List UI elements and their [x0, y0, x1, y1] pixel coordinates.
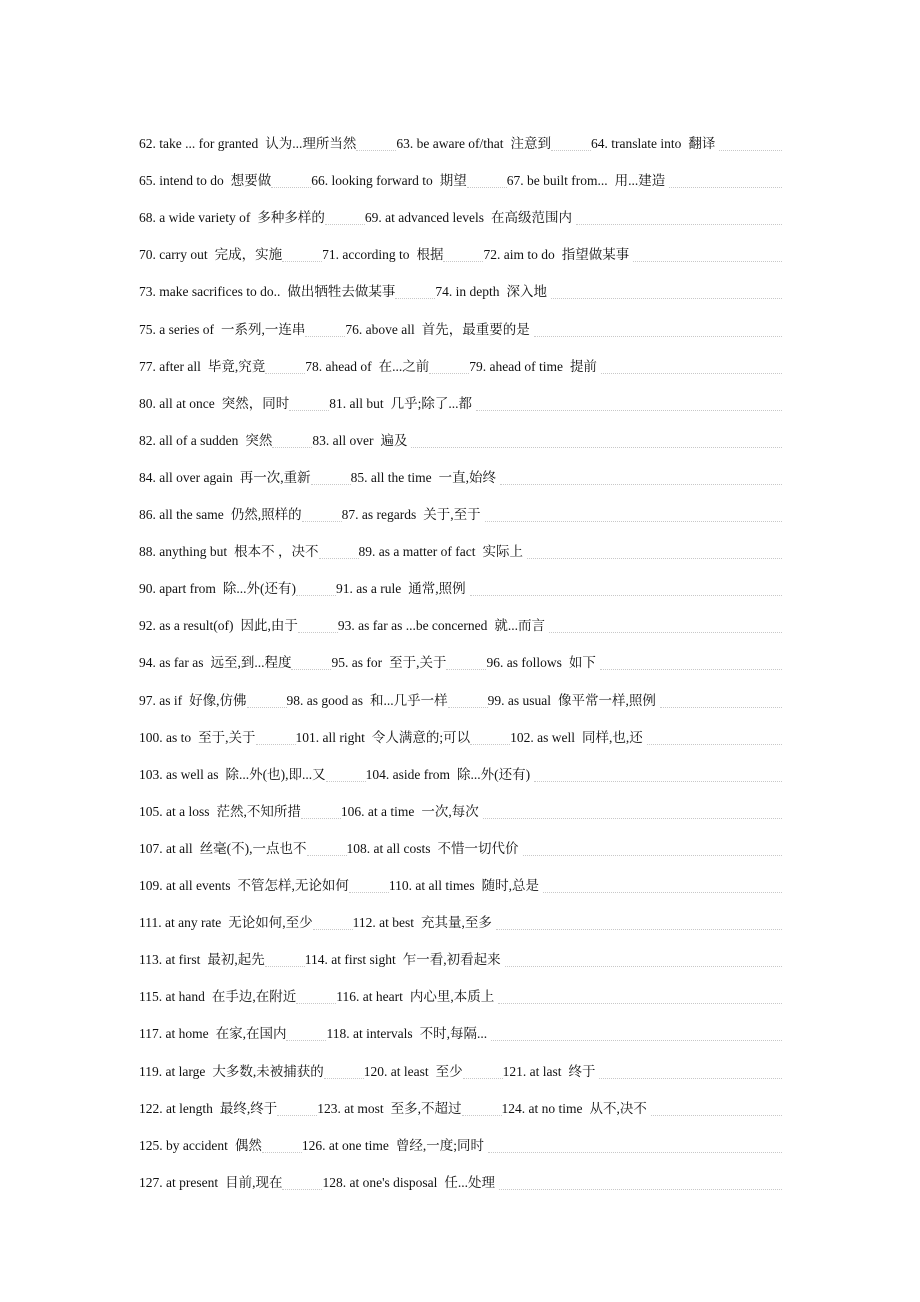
vocab-entry	[139, 1062, 324, 1082]
vocab-line	[139, 200, 782, 228]
phrase-chinese: 随时,总是	[481, 878, 539, 893]
vocab-entry	[365, 208, 572, 228]
phrase-chinese: 至于,关于	[389, 655, 447, 671]
dotted-gap	[282, 261, 322, 262]
phrase-english: 92. as a result(of)	[139, 618, 234, 634]
phrase-chinese: 突然，同时	[221, 395, 290, 411]
phrase-chinese: 任...处理	[444, 1174, 496, 1190]
dotted-leader	[527, 558, 782, 559]
phrase-chinese: 不惜一切代价	[437, 840, 519, 856]
phrase-chinese: 令人满意的;可以	[371, 729, 471, 745]
phrase-english: 72. aim to do	[483, 247, 555, 263]
dotted-leader	[483, 818, 782, 819]
dotted-leader	[534, 336, 782, 337]
vocab-entry	[139, 802, 301, 822]
dotted-leader	[551, 298, 782, 299]
vocab-line	[139, 571, 782, 599]
vocab-entry	[139, 616, 298, 636]
vocab-line	[139, 460, 782, 488]
vocab-entry	[305, 357, 429, 377]
vocab-entry	[353, 913, 492, 933]
phrase-english: 111. at any rate	[139, 915, 222, 931]
dotted-leader	[660, 707, 782, 708]
phrase-english: 123. at most	[317, 1100, 384, 1116]
phrase-english: 88. anything but	[139, 544, 228, 560]
phrase-chinese: 目前,现在	[225, 1174, 283, 1190]
phrase-chinese: 就...而言	[494, 618, 546, 634]
dotted-leader	[496, 929, 782, 930]
phrase-chinese: 大多数,未被捕获的	[212, 1063, 324, 1079]
vocab-entry	[139, 208, 325, 228]
vocab-entry	[469, 357, 597, 377]
dotted-leader	[669, 187, 782, 188]
dotted-leader	[470, 595, 782, 596]
vocab-line	[139, 349, 782, 377]
vocab-line	[139, 831, 782, 859]
dotted-gap	[356, 150, 396, 151]
phrase-english: 120. at least	[363, 1063, 429, 1079]
dotted-gap	[286, 1040, 326, 1041]
phrase-chinese: 完成，实施	[214, 247, 283, 263]
dotted-gap	[326, 781, 366, 782]
phrase-chinese: 因此,由于	[240, 618, 298, 634]
vocab-line	[139, 534, 782, 562]
phrase-chinese: 终于	[568, 1063, 596, 1079]
dotted-gap	[302, 521, 342, 522]
phrase-chinese: 突然	[245, 432, 273, 448]
phrase-english: 107. at all	[139, 840, 193, 856]
dotted-leader	[491, 1040, 782, 1041]
vocab-entry	[139, 1024, 286, 1044]
phrase-english: 66. looking forward to	[311, 173, 433, 189]
phrase-english: 76. above all	[345, 321, 415, 337]
vocab-entry	[287, 691, 448, 711]
phrase-chinese: 曾经,一度;同时	[395, 1137, 484, 1153]
dotted-gap	[324, 1078, 364, 1079]
phrase-chinese: 除...外(还有)	[222, 581, 296, 597]
phrase-chinese: 内心里,本质上	[409, 989, 495, 1005]
vocab-entry	[326, 1024, 487, 1044]
phrase-chinese: 提前	[569, 358, 597, 374]
vocab-line	[139, 645, 782, 673]
dotted-gap	[307, 855, 347, 856]
phrase-chinese: 像平常一样,照例	[558, 692, 656, 708]
dotted-leader	[647, 744, 782, 745]
dotted-leader	[523, 855, 783, 856]
phrase-english: 106. at a time	[340, 803, 415, 819]
vocab-entry	[366, 765, 530, 785]
phrase-english: 84. all over again	[139, 469, 233, 485]
dotted-gap	[462, 1115, 502, 1116]
vocab-line	[139, 497, 782, 525]
phrase-chinese: 翻译	[688, 136, 716, 151]
vocab-entry	[322, 1173, 495, 1193]
phrase-english: 127. at present	[139, 1174, 219, 1190]
vocab-line	[139, 1091, 782, 1119]
vocab-line	[139, 979, 782, 1007]
dotted-leader	[534, 781, 782, 782]
vocab-entry	[139, 171, 271, 191]
vocab-entry	[507, 171, 666, 191]
phrase-english: 114. at first sight	[304, 952, 396, 968]
phrase-chinese: 茫然,不知所措	[216, 803, 301, 819]
phrase-english: 65. intend to do	[139, 173, 224, 189]
vocab-entry	[312, 431, 407, 451]
vocab-entry	[510, 728, 643, 748]
phrase-chinese: 仍然,照样的	[230, 507, 302, 522]
phrase-english: 78. ahead of	[305, 358, 372, 374]
phrase-english: 62. take ... for granted	[139, 136, 259, 151]
vocab-entry	[486, 653, 595, 673]
vocab-line	[139, 1054, 782, 1082]
vocab-entry	[336, 579, 466, 599]
phrase-chinese: 一系列,一连串	[220, 321, 306, 337]
phrase-english: 67. be built from...	[506, 173, 608, 189]
phrase-chinese: 根据	[416, 247, 444, 263]
phrase-english: 93. as far as ...be concerned	[337, 618, 488, 634]
phrase-english: 89. as a matter of fact	[358, 544, 476, 560]
vocab-line	[139, 386, 782, 414]
dotted-gap	[443, 261, 483, 262]
phrase-chinese: 远至,到...程度	[210, 655, 292, 671]
vocab-entry	[139, 282, 395, 302]
phrase-chinese: 如下	[568, 655, 596, 671]
phrase-english: 68. a wide variety of	[139, 210, 251, 226]
dotted-gap	[265, 373, 305, 374]
phrase-chinese: 注意到	[510, 136, 552, 151]
phrase-chinese: 毕竟,究竟	[207, 358, 266, 374]
phrase-english: 122. at length	[139, 1100, 213, 1116]
vocab-entry	[139, 691, 247, 711]
phrase-english: 112. at best	[352, 915, 414, 931]
phrase-english: 87. as regards	[341, 507, 417, 522]
phrase-chinese: 在手边,在附近	[211, 989, 297, 1005]
dotted-gap	[467, 187, 507, 188]
phrase-english: 98. as good as	[286, 692, 363, 708]
phrase-chinese: 遍及	[380, 432, 408, 448]
dotted-leader	[576, 224, 782, 225]
dotted-gap	[470, 744, 510, 745]
phrase-chinese: 做出牺牲去做某事	[287, 284, 396, 300]
dotted-gap	[311, 484, 351, 485]
vocab-entry	[139, 1173, 282, 1193]
vocab-entry	[364, 1062, 463, 1082]
phrase-english: 97. as if	[139, 692, 183, 708]
dotted-gap	[262, 1152, 302, 1153]
dotted-leader	[633, 261, 782, 262]
vocab-line	[139, 163, 782, 191]
phrase-english: 80. all at once	[139, 395, 215, 411]
dotted-gap	[325, 224, 365, 225]
phrase-chinese: 根本不 ，决不	[234, 544, 319, 560]
phrase-chinese: 一次,每次	[421, 803, 479, 819]
phrase-chinese: 再一次,重新	[239, 469, 311, 485]
dotted-gap	[313, 929, 353, 930]
dotted-gap	[272, 447, 312, 448]
phrase-english: 100. as to	[139, 729, 192, 745]
vocab-line	[139, 274, 782, 302]
phrase-chinese: 几乎;除了...都	[390, 395, 472, 411]
vocab-entry	[139, 579, 296, 599]
vocab-entry	[483, 245, 629, 265]
dotted-leader	[599, 1078, 782, 1079]
vocab-entry	[317, 1099, 461, 1119]
phrase-english: 85. all the time	[350, 469, 432, 485]
phrase-chinese: 实际上	[482, 544, 523, 560]
phrase-chinese: 期望	[439, 173, 467, 189]
phrase-chinese: 关于,至于	[423, 507, 481, 522]
dotted-leader	[543, 892, 782, 893]
phrase-chinese: 通常,照例	[408, 581, 466, 597]
dotted-leader	[601, 373, 782, 374]
vocab-line	[139, 683, 782, 711]
dotted-gap	[463, 1078, 503, 1079]
vocab-entry	[331, 653, 446, 673]
phrase-chinese: 在家,在国内	[215, 1026, 287, 1042]
phrase-chinese: 除...外(也),即...又	[225, 766, 326, 782]
vocab-entry	[139, 950, 265, 970]
phrase-english: 96. as follows	[486, 655, 562, 671]
phrase-chinese: 乍一看,初看起来	[402, 952, 501, 968]
vocab-entry	[139, 357, 265, 377]
phrase-chinese: 用...建造	[614, 173, 666, 189]
vocab-line	[139, 608, 782, 636]
dotted-leader	[651, 1115, 782, 1116]
dotted-gap	[282, 1189, 322, 1190]
dotted-gap	[277, 1115, 317, 1116]
vocab-entry	[139, 320, 305, 340]
phrase-english: 118. at intervals	[326, 1026, 413, 1042]
vocab-line	[139, 1128, 782, 1156]
vocab-entry	[342, 505, 481, 525]
phrase-english: 77. after all	[139, 358, 201, 374]
vocab-entry	[139, 245, 282, 265]
dotted-gap	[289, 410, 329, 411]
phrase-chinese: 想要做	[230, 173, 272, 189]
vocab-line	[139, 942, 782, 970]
vocab-entry	[329, 394, 472, 414]
phrase-chinese: 在...之前	[378, 358, 430, 374]
phrase-english: 109. at all events	[139, 878, 231, 893]
vocab-entry	[336, 987, 494, 1007]
dotted-gap	[349, 892, 389, 893]
phrase-english: 75. a series of	[139, 321, 214, 337]
vocab-entry	[139, 1136, 262, 1156]
phrase-chinese: 充其量,至多	[420, 915, 492, 931]
vocab-entry	[347, 839, 519, 859]
phrase-chinese: 认为...理所当然	[265, 136, 357, 151]
vocab-line	[139, 794, 782, 822]
dotted-gap	[446, 669, 486, 670]
phrase-english: 69. at advanced levels	[364, 210, 485, 226]
phrase-chinese: 不管怎样,无论如何	[237, 878, 349, 893]
phrase-english: 79. ahead of time	[469, 358, 563, 374]
vocab-entry	[139, 987, 296, 1007]
dotted-leader	[600, 669, 782, 670]
phrase-english: 124. at no time	[501, 1100, 583, 1116]
phrase-english: 113. at first	[139, 952, 201, 968]
dotted-leader	[476, 410, 782, 411]
vocab-entry	[139, 876, 349, 896]
vocab-entry	[139, 468, 311, 488]
vocab-entry	[139, 505, 302, 525]
phrase-english: 64. translate into	[591, 136, 682, 151]
dotted-leader	[549, 632, 782, 633]
dotted-gap	[305, 336, 345, 337]
phrase-english: 70. carry out	[139, 247, 208, 263]
phrase-english: 128. at one's disposal	[322, 1174, 438, 1190]
phrase-english: 119. at large	[139, 1063, 206, 1079]
phrase-chinese: 多种多样的	[257, 210, 325, 226]
dotted-gap	[256, 744, 296, 745]
phrase-chinese: 深入地	[506, 284, 547, 300]
vocab-entry	[591, 134, 715, 154]
dotted-gap	[301, 818, 341, 819]
vocab-entry	[345, 320, 529, 340]
phrase-english: 73. make sacrifices to do..	[139, 284, 281, 300]
vocab-entry	[503, 1062, 596, 1082]
phrase-chinese: 除...外(还有)	[456, 766, 531, 782]
vocab-line	[139, 720, 782, 748]
vocab-line	[139, 237, 782, 265]
vocab-entry	[502, 1099, 647, 1119]
phrase-english: 71. according to	[322, 247, 410, 263]
phrase-english: 81. all but	[329, 395, 384, 411]
phrase-english: 104. aside from	[365, 766, 450, 782]
vocab-entry	[139, 134, 356, 154]
vocab-entry	[139, 431, 272, 451]
dotted-gap	[448, 707, 488, 708]
vocab-entry	[351, 468, 496, 488]
phrase-english: 102. as well	[510, 729, 576, 745]
dotted-gap	[296, 595, 336, 596]
phrase-chinese: 最初,起先	[207, 952, 265, 968]
phrase-chinese: 至多,不超过	[390, 1100, 462, 1116]
phrase-english: 82. all of a sudden	[139, 432, 239, 448]
vocab-entry	[139, 728, 256, 748]
vocab-line	[139, 312, 782, 340]
vocab-entry	[435, 282, 547, 302]
phrase-chinese: 不时,每隔...	[419, 1026, 488, 1042]
dotted-gap	[271, 187, 311, 188]
phrase-chinese: 指望做某事	[561, 247, 630, 263]
vocab-line	[139, 868, 782, 896]
vocab-entry	[359, 542, 523, 562]
vocab-entry	[139, 839, 307, 859]
dotted-gap	[395, 298, 435, 299]
phrase-chinese: 同样,也,还	[582, 729, 643, 745]
dotted-gap	[298, 632, 338, 633]
phrase-english: 95. as for	[331, 655, 383, 671]
vocab-entry	[389, 876, 539, 896]
vocab-line	[139, 757, 782, 785]
phrase-english: 99. as usual	[487, 692, 551, 708]
phrase-chinese: 最终,终于	[219, 1100, 278, 1116]
phrase-english: 101. all right	[295, 729, 365, 745]
phrase-english: 108. at all costs	[346, 840, 431, 856]
dotted-leader	[485, 521, 782, 522]
phrase-chinese: 和...几乎一样	[370, 692, 448, 708]
phrase-english: 125. by accident	[139, 1137, 228, 1153]
phrase-chinese: 在高级范围内	[491, 210, 573, 226]
dotted-gap	[291, 669, 331, 670]
vocab-entry	[296, 728, 471, 748]
vocab-line	[139, 423, 782, 451]
dotted-gap	[551, 150, 591, 151]
phrase-english: 90. apart from	[139, 581, 216, 597]
phrase-chinese: 丝毫(不),一点也不	[199, 840, 307, 856]
dotted-leader	[719, 150, 782, 151]
phrase-english: 110. at all times	[388, 878, 475, 893]
phrase-chinese: 至于,关于	[198, 729, 256, 745]
vocab-entry	[139, 542, 319, 562]
phrase-english: 86. all the same	[139, 507, 224, 522]
dotted-leader	[498, 1003, 782, 1004]
dotted-gap	[319, 558, 359, 559]
phrase-english: 115. at hand	[139, 989, 205, 1005]
dotted-gap	[247, 707, 287, 708]
dotted-gap	[296, 1003, 336, 1004]
vocab-entry	[139, 653, 291, 673]
vocab-entry	[139, 1099, 277, 1119]
vocab-entry	[341, 802, 479, 822]
vocab-entry	[322, 245, 443, 265]
phrase-english: 117. at home	[139, 1026, 209, 1042]
vocab-entry	[338, 616, 545, 636]
vocab-line	[139, 1165, 782, 1193]
vocab-line	[139, 905, 782, 933]
phrase-chinese: 首先，最重要的是	[421, 321, 530, 337]
phrase-chinese: 至少	[435, 1063, 463, 1079]
dotted-gap	[429, 373, 469, 374]
phrase-english: 116. at heart	[336, 989, 403, 1005]
phrase-chinese: 好像,仿佛	[189, 692, 247, 708]
phrase-chinese: 从不,决不	[589, 1100, 647, 1116]
vocab-entry	[139, 913, 313, 933]
vocab-entry	[302, 1136, 484, 1156]
phrase-english: 121. at last	[502, 1063, 562, 1079]
vocab-entry	[305, 950, 501, 970]
dotted-leader	[411, 447, 782, 448]
dotted-gap	[265, 966, 305, 967]
dotted-leader	[488, 1152, 782, 1153]
phrase-english: 74. in depth	[435, 284, 500, 300]
dotted-leader	[500, 484, 782, 485]
phrase-english: 103. as well as	[139, 766, 219, 782]
vocab-line	[139, 126, 782, 154]
phrase-english: 94. as far as	[139, 655, 204, 671]
dotted-leader	[505, 966, 782, 967]
vocab-entry	[311, 171, 466, 191]
phrase-chinese: 偶然	[234, 1137, 262, 1153]
phrase-english: 105. at a loss	[139, 803, 210, 819]
phrase-english: 126. at one time	[301, 1137, 389, 1153]
vocab-entry	[488, 691, 656, 711]
vocab-entry	[396, 134, 551, 154]
phrase-english: 83. all over	[312, 432, 374, 448]
phrase-chinese: 无论如何,至少	[228, 915, 313, 931]
dotted-leader	[499, 1189, 782, 1190]
phrase-english: 63. be aware of/that	[396, 136, 504, 151]
vocab-entry	[139, 394, 289, 414]
phrase-chinese: 一直,始终	[438, 469, 496, 485]
phrase-english: 91. as a rule	[335, 581, 402, 597]
vocab-line	[139, 1016, 782, 1044]
vocab-entry	[139, 765, 326, 785]
